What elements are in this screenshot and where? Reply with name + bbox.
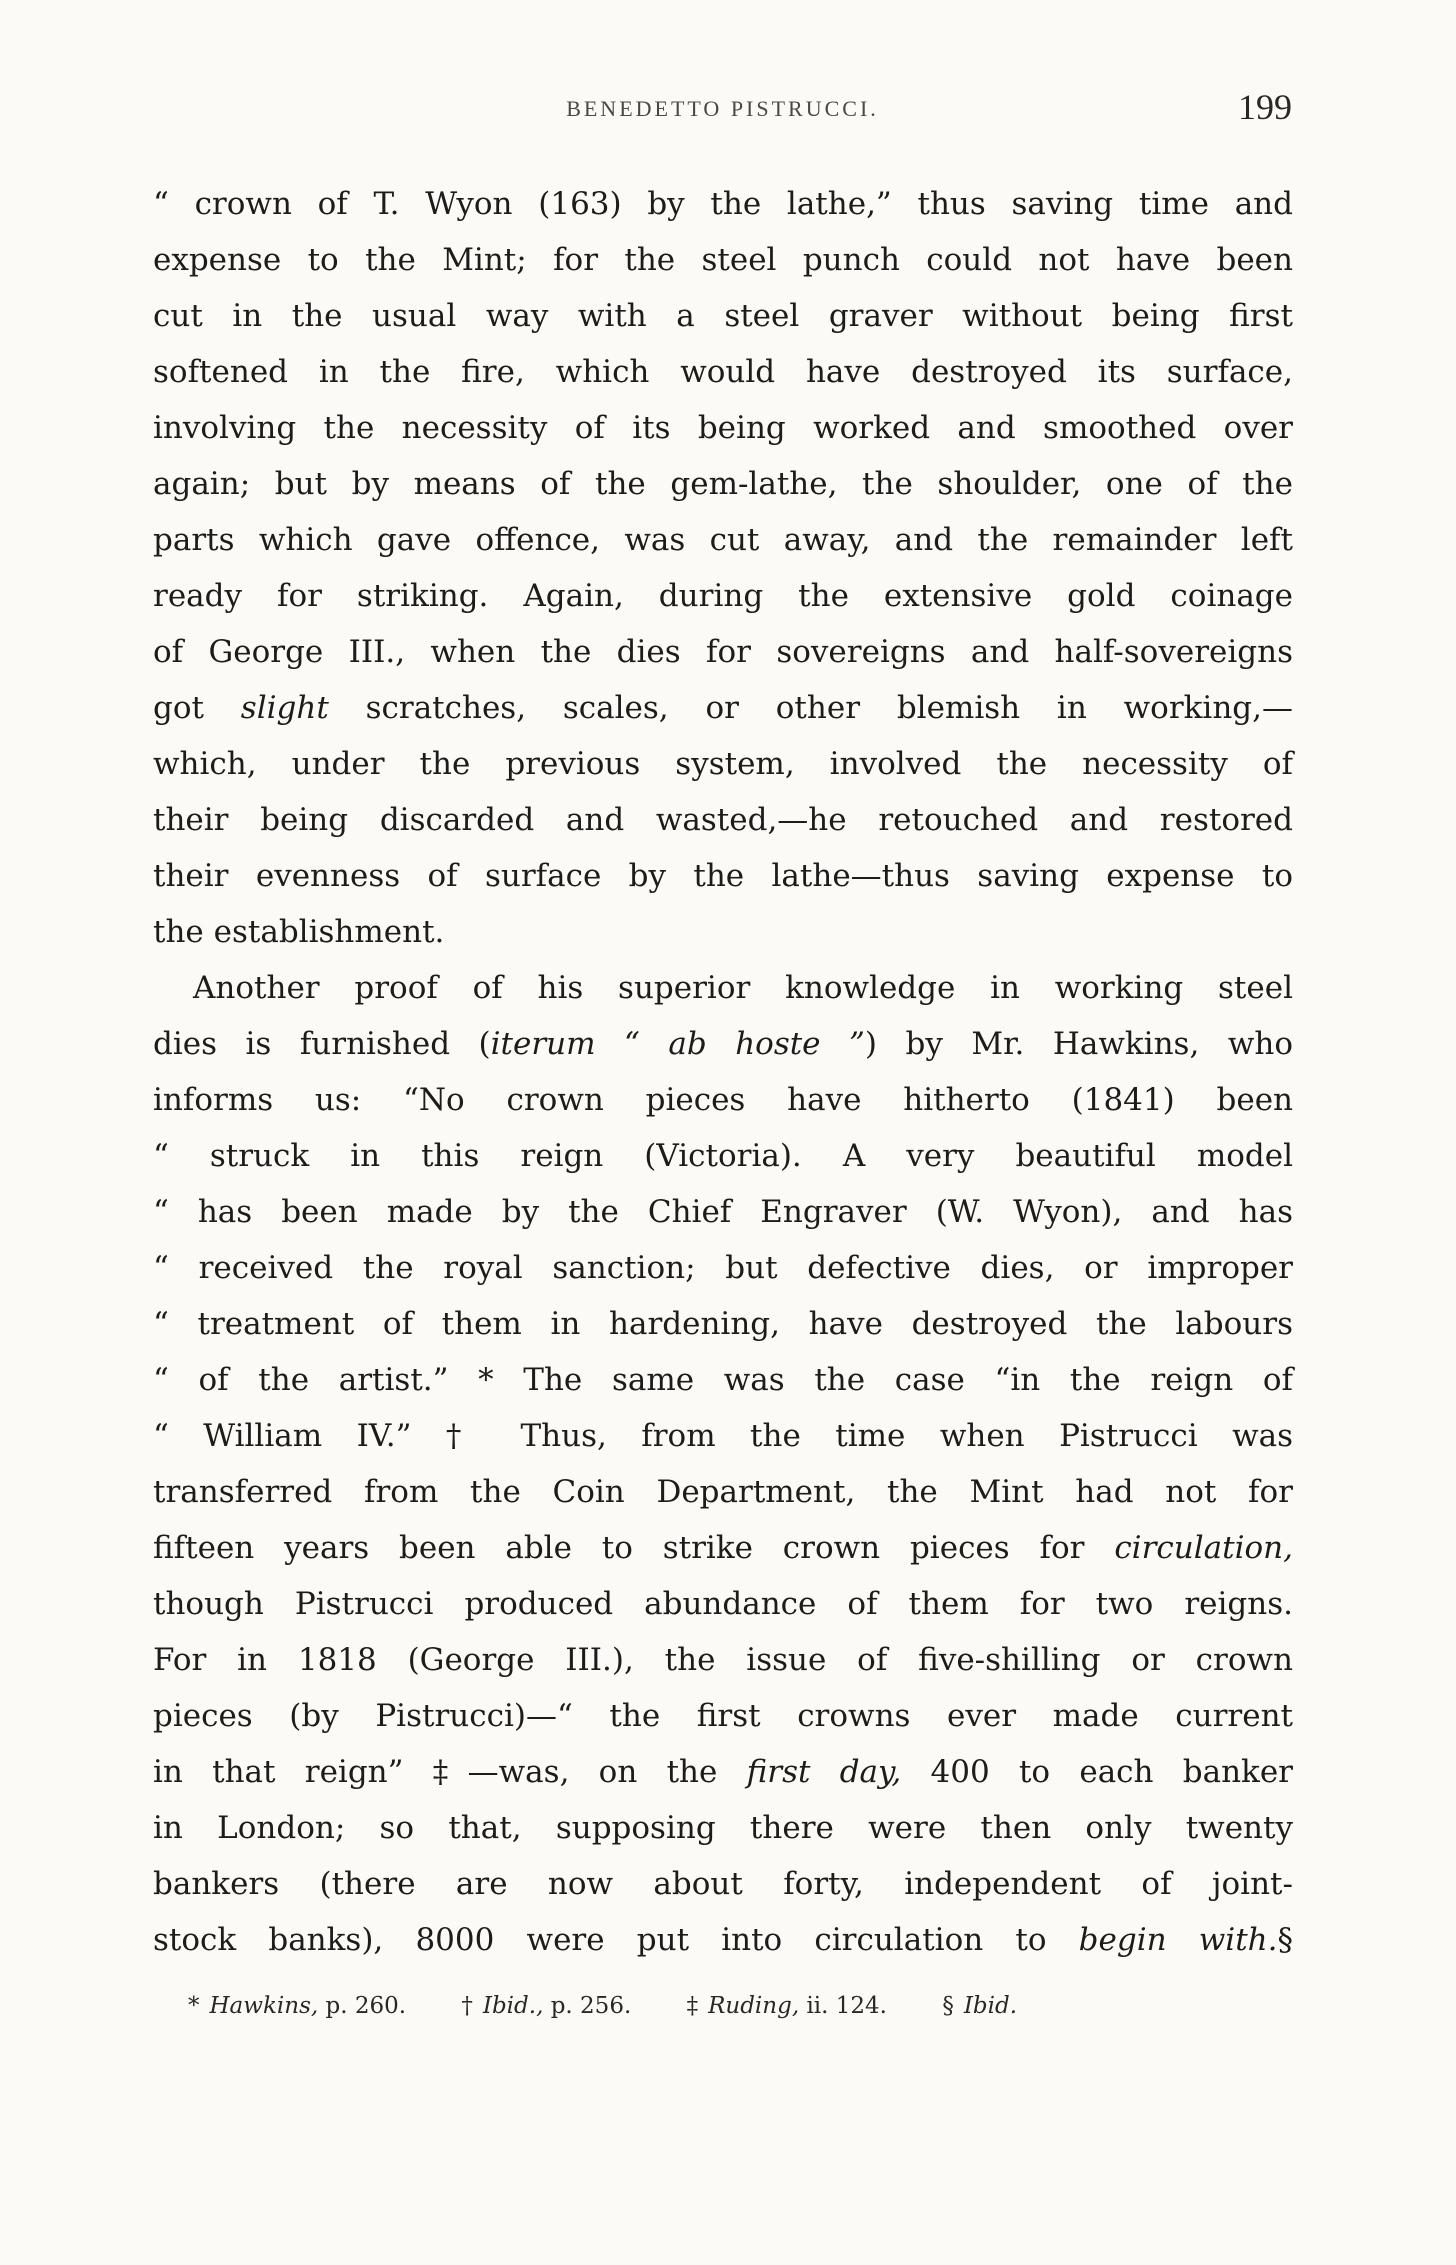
text-line: Another proof of his superior knowledge in working steel bbox=[193, 970, 1293, 1006]
footnote-reference: p. 256. bbox=[543, 1993, 632, 2019]
text-line: “ has been made by the Chief Engraver (W. Wyon), and has bbox=[153, 1194, 1293, 1230]
text-line: their evenness of surface by the lathe—thus saving expense to bbox=[153, 858, 1293, 894]
footnote-source: Ibid., bbox=[482, 1993, 544, 2019]
italic-text: iterum “ ab hoste ” bbox=[490, 1026, 865, 1062]
body-text bbox=[153, 176, 1293, 1968]
footnote-reference: ii. 124. bbox=[799, 1993, 887, 2019]
italic-text: slight bbox=[240, 690, 329, 726]
footnote-symbol: † bbox=[461, 1993, 473, 2019]
text-line: involving the necessity of its being worked and smoothed over bbox=[153, 410, 1293, 446]
text-segment: 400 to each banker bbox=[901, 1754, 1294, 1790]
footnote-symbol: § bbox=[942, 1993, 954, 2019]
footnote-symbol: ‡ bbox=[686, 1993, 699, 2019]
footnote-source: Ruding, bbox=[708, 1993, 800, 2019]
text-line: For in 1818 (George III.), the issue of five-shilling or crown bbox=[153, 1642, 1293, 1678]
text-segment: fifteen years been able to strike crown pieces for bbox=[153, 1530, 1115, 1566]
text-line bbox=[153, 1016, 1293, 1072]
footnote-source: Hawkins, bbox=[209, 1993, 319, 2019]
text-line: in London; so that, supposing there were then only twenty bbox=[153, 1810, 1293, 1846]
footnote-symbol: * bbox=[188, 1993, 200, 2019]
text-segment: dies is furnished ( bbox=[153, 1026, 491, 1062]
text-line: softened in the fire, which would have destroyed its surface, bbox=[153, 354, 1293, 390]
text-line: of George III., when the dies for sovereigns and half-sovereigns bbox=[153, 634, 1293, 670]
text-line: cut in the usual way with a steel graver without being first bbox=[153, 298, 1293, 334]
italic-text: begin with. bbox=[1078, 1922, 1278, 1958]
footnote bbox=[687, 1986, 887, 2026]
text-line bbox=[153, 680, 1293, 736]
text-segment: ) by Mr. Hawkins, who bbox=[864, 1026, 1293, 1062]
italic-text: circulation, bbox=[1114, 1530, 1293, 1566]
text-line: “ received the royal sanction; but defective dies, or improper bbox=[153, 1250, 1293, 1286]
text-line bbox=[153, 1912, 1293, 1968]
footnote bbox=[188, 1986, 406, 2026]
text-line: “ crown of T. Wyon (163) by the lathe,” thus saving time and bbox=[153, 186, 1293, 222]
text-line: which, under the previous system, involved the necessity of bbox=[153, 746, 1293, 782]
footnotes bbox=[188, 1986, 1258, 2026]
footnote bbox=[942, 1986, 1017, 2026]
text-line: though Pistrucci produced abundance of them for two reigns. bbox=[153, 1586, 1293, 1622]
text-line: “ struck in this reign (Victoria). A very beautiful model bbox=[153, 1138, 1293, 1174]
footnote bbox=[461, 1986, 631, 2026]
text-line: “ treatment of them in hardening, have destroyed the labours bbox=[153, 1306, 1293, 1342]
text-line: parts which gave offence, was cut away, and the remainder left bbox=[153, 522, 1293, 558]
text-segment: got bbox=[153, 690, 241, 726]
text-line: transferred from the Coin Department, the Mint had not for bbox=[153, 1474, 1293, 1510]
text-line: bankers (there are now about forty, independent of joint- bbox=[153, 1866, 1293, 1902]
page-header bbox=[153, 86, 1292, 126]
text-line: ready for striking. Again, during the extensive gold coinage bbox=[153, 578, 1293, 614]
text-line: “ William IV.” † Thus, from the time when Pistrucci was bbox=[153, 1418, 1293, 1454]
text-segment: stock banks), 8000 were put into circulation to bbox=[153, 1922, 1079, 1958]
text-line: expense to the Mint; for the steel punch could not have been bbox=[153, 242, 1293, 278]
italic-text: first day, bbox=[746, 1754, 902, 1790]
text-line: the establishment. bbox=[153, 914, 445, 950]
running-head: BENEDETTO PISTRUCCI. bbox=[566, 96, 879, 121]
text-line bbox=[153, 1744, 1293, 1800]
text-line: informs us: “No crown pieces have hitherto (1841) been bbox=[153, 1082, 1293, 1118]
text-line: again; but by means of the gem-lathe, the shoulder, one of the bbox=[153, 466, 1293, 502]
footnote-reference: p. 260. bbox=[318, 1993, 407, 2019]
text-segment: in that reign” ‡—was, on the bbox=[153, 1754, 747, 1790]
text-line: their being discarded and wasted,—he retouched and restored bbox=[153, 802, 1293, 838]
page-number: 199 bbox=[1238, 87, 1292, 127]
text-line bbox=[153, 1520, 1293, 1576]
text-segment: scratches, scales, or other blemish in working,— bbox=[328, 690, 1293, 726]
text-line: pieces (by Pistrucci)—“ the first crowns ever made current bbox=[153, 1698, 1293, 1734]
text-line: “ of the artist.” * The same was the case “in the reign of bbox=[153, 1362, 1293, 1398]
text-segment: § bbox=[1277, 1922, 1293, 1958]
footnote-source: Ibid. bbox=[963, 1993, 1018, 2019]
